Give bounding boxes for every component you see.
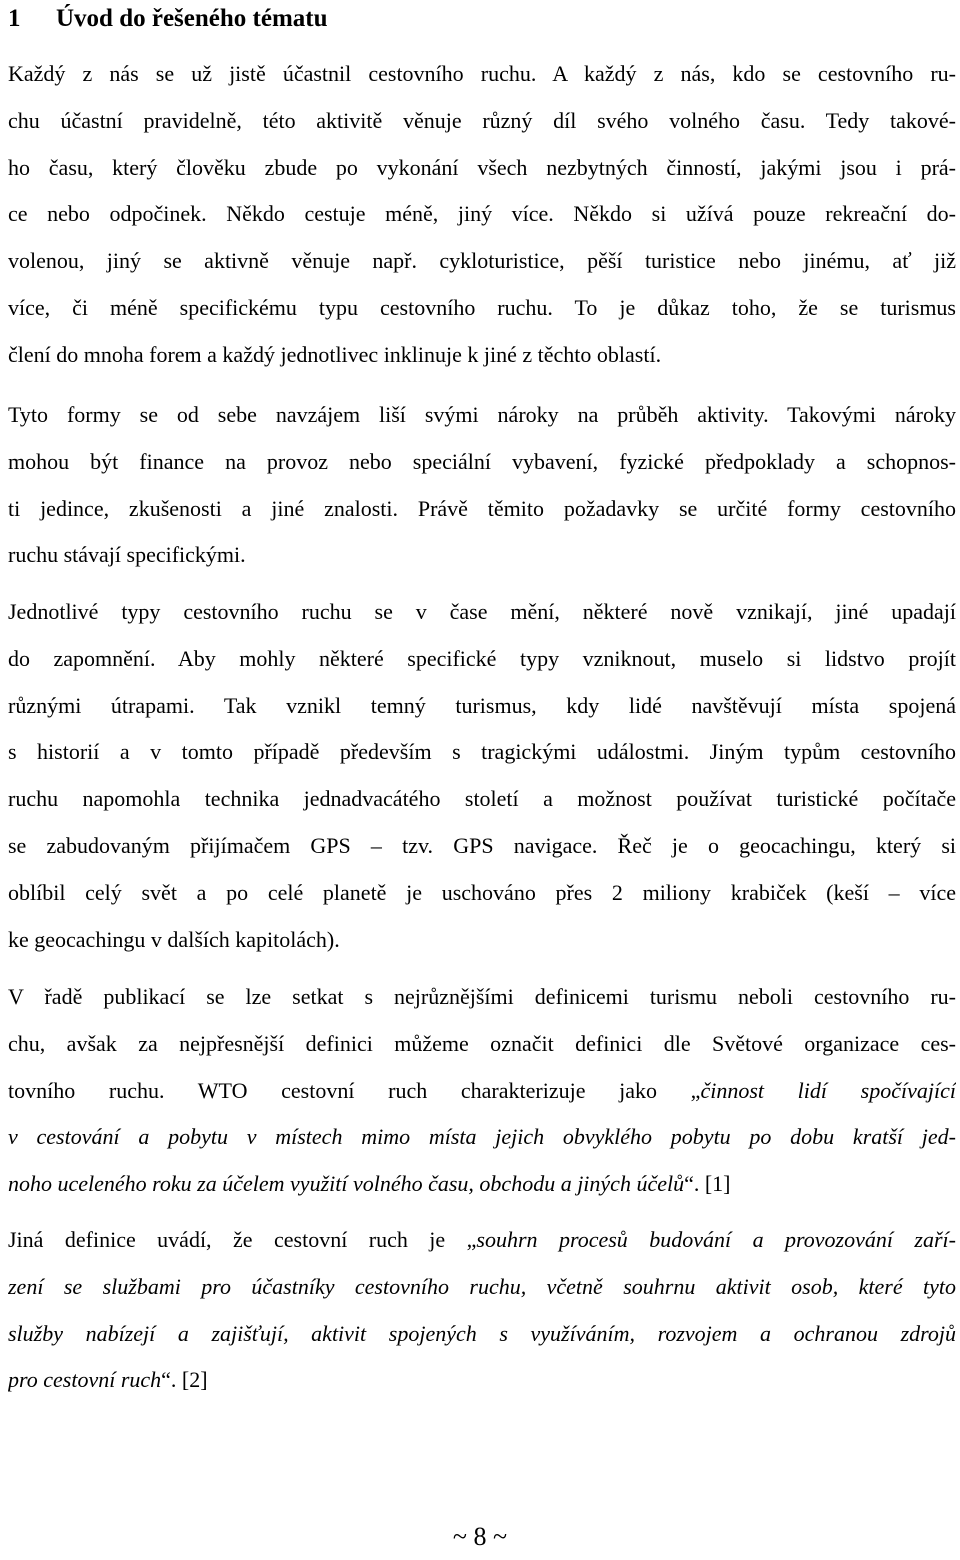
text-line xyxy=(8,1114,956,1161)
text-segment: chu, avšak za nejpřesnější definici můžeme označit definici dle Světové organizace ces- xyxy=(8,1030,956,1056)
text-line xyxy=(8,1311,956,1358)
text-segment: ruchu stávají specifickými. xyxy=(8,542,246,568)
text-line xyxy=(8,729,956,776)
text-line xyxy=(8,145,956,192)
text-line xyxy=(8,532,956,579)
text-segment: ke geocachingu v dalších kapitolách). xyxy=(8,926,340,952)
text-line xyxy=(8,974,956,1021)
text-line xyxy=(8,823,956,870)
paragraph-definition-other xyxy=(8,1217,956,1404)
text-segment: ruchu napomohla technika jednadvacátého století a možnost používat turistické počítače xyxy=(8,786,956,812)
text-segment: ti jedince, zkušenosti a jiné znalosti. Právě těmito požadavky se určité formy cestovního xyxy=(8,495,956,521)
italic-quote-text: v cestování a pobytu v místech mimo místa jejich obvyklého pobytu po dobu kratší jed- xyxy=(8,1124,956,1150)
italic-quote-text: souhrn procesů budování a provozování zaří- xyxy=(476,1227,956,1252)
italic-quote-text: pro cestovní ruch xyxy=(8,1367,162,1393)
text-line xyxy=(8,238,956,285)
text-segment: s historií a v tomto případě především s tragickými událostmi. Jiným typům cestovního xyxy=(8,739,956,765)
text-segment: více, či méně specifickému typu cestovního ruchu. To je důkaz toho, že se turismus xyxy=(8,294,956,320)
italic-quote-text: služby nabízejí a zajišťují, aktivit spojených s využíváním, rozvojem a ochranou zdrojů xyxy=(8,1320,956,1346)
text-line xyxy=(8,98,956,145)
text-segment: ce nebo odpočinek. Někdo cestuje méně, jiný více. Někdo si užívá pouze rekreační do- xyxy=(8,201,956,227)
text-segment: volenou, jiný se aktivně věnuje např. cykloturistice, pěší turistice nebo jinému, ať již xyxy=(8,248,956,274)
text-line xyxy=(8,1068,956,1115)
italic-quote-text: noho uceleného roku za účelem využití volného času, obchodu a jiných účelů xyxy=(8,1171,685,1197)
text-line xyxy=(8,636,956,683)
text-segment: “. [2] xyxy=(161,1367,208,1393)
text-segment: Jednotlivé typy cestovního ruchu se v čase mění, některé nově vznikají, jiné upadají xyxy=(8,599,956,624)
text-line xyxy=(8,1357,956,1404)
text-segment: mohou být finance na provoz nebo speciální vybavení, fyzické předpoklady a schopnos- xyxy=(8,448,956,474)
text-segment: Tyto formy se od sebe navzájem liší svými nároky na průběh aktivity. Takovými nároky xyxy=(8,402,956,427)
text-line xyxy=(8,1021,956,1068)
text-line xyxy=(8,870,956,917)
text-segment: do zapomnění. Aby mohly některé specifické typy vzniknout, muselo si lidstvo projít xyxy=(8,645,956,671)
text-segment: oblíbil celý svět a po celé planetě je uschováno přes 2 miliony krabiček (keší – více xyxy=(8,879,956,905)
text-segment: ho času, který člověku zbude po vykonání všech nezbytných činností, jakými jsou i prá- xyxy=(8,154,956,180)
text-line xyxy=(8,1264,956,1311)
paragraph-forms xyxy=(8,392,956,579)
text-line xyxy=(8,51,956,98)
text-segment: V řadě publikací se lze setkat s nejrůznějšími definicemi turismu neboli cestovního ru- xyxy=(8,984,956,1009)
text-segment: člení do mnoha forem a každý jednotlivec inklinuje k jiné z těchto oblastí. xyxy=(8,341,662,367)
text-line xyxy=(8,589,956,636)
text-line xyxy=(8,1217,956,1264)
text-segment: tovního ruchu. WTO cestovní ruch charakterizuje jako „ xyxy=(8,1077,701,1103)
text-line xyxy=(8,1161,956,1208)
text-segment: se zabudovaným přijímačem GPS – tzv. GPS navigace. Řeč je o geocachingu, který si xyxy=(8,832,956,858)
text-line xyxy=(8,285,956,332)
text-line xyxy=(8,776,956,823)
text-line xyxy=(8,392,956,439)
chapter-heading xyxy=(8,2,328,36)
chapter-number: 1 xyxy=(8,5,21,32)
text-line xyxy=(8,191,956,238)
paragraph-intro xyxy=(8,51,956,379)
text-line xyxy=(8,439,956,486)
text-segment: různými útrapami. Tak vznikl temný turismus, kdy lidé navštěvují místa spojená xyxy=(8,692,956,718)
text-line xyxy=(8,332,956,379)
italic-quote-text: zení se službami pro účastníky cestovního ruchu, včetně souhrnu aktivit osob, které tyto xyxy=(8,1273,956,1299)
text-segment: Jiná definice uvádí, že cestovní ruch je „ xyxy=(8,1227,477,1252)
text-segment: “. [1] xyxy=(684,1171,731,1197)
italic-quote-text: činnost lidí spočívající xyxy=(700,1077,956,1103)
page-number: ~ 8 ~ xyxy=(452,1522,508,1551)
paragraph-definition-wto xyxy=(8,974,956,1208)
text-segment: chu účastní pravidelně, této aktivitě věnuje různý díl svého volného času. Tedy takové- xyxy=(8,107,956,133)
paragraph-types xyxy=(8,589,956,963)
chapter-title: Úvod do řešeného tématu xyxy=(56,5,328,32)
text-line xyxy=(8,486,956,533)
text-segment: Každý z nás se už jistě účastnil cestovního ruchu. A každý z nás, kdo se cestovního ru- xyxy=(8,61,956,86)
text-line xyxy=(8,917,956,964)
text-line xyxy=(8,683,956,730)
